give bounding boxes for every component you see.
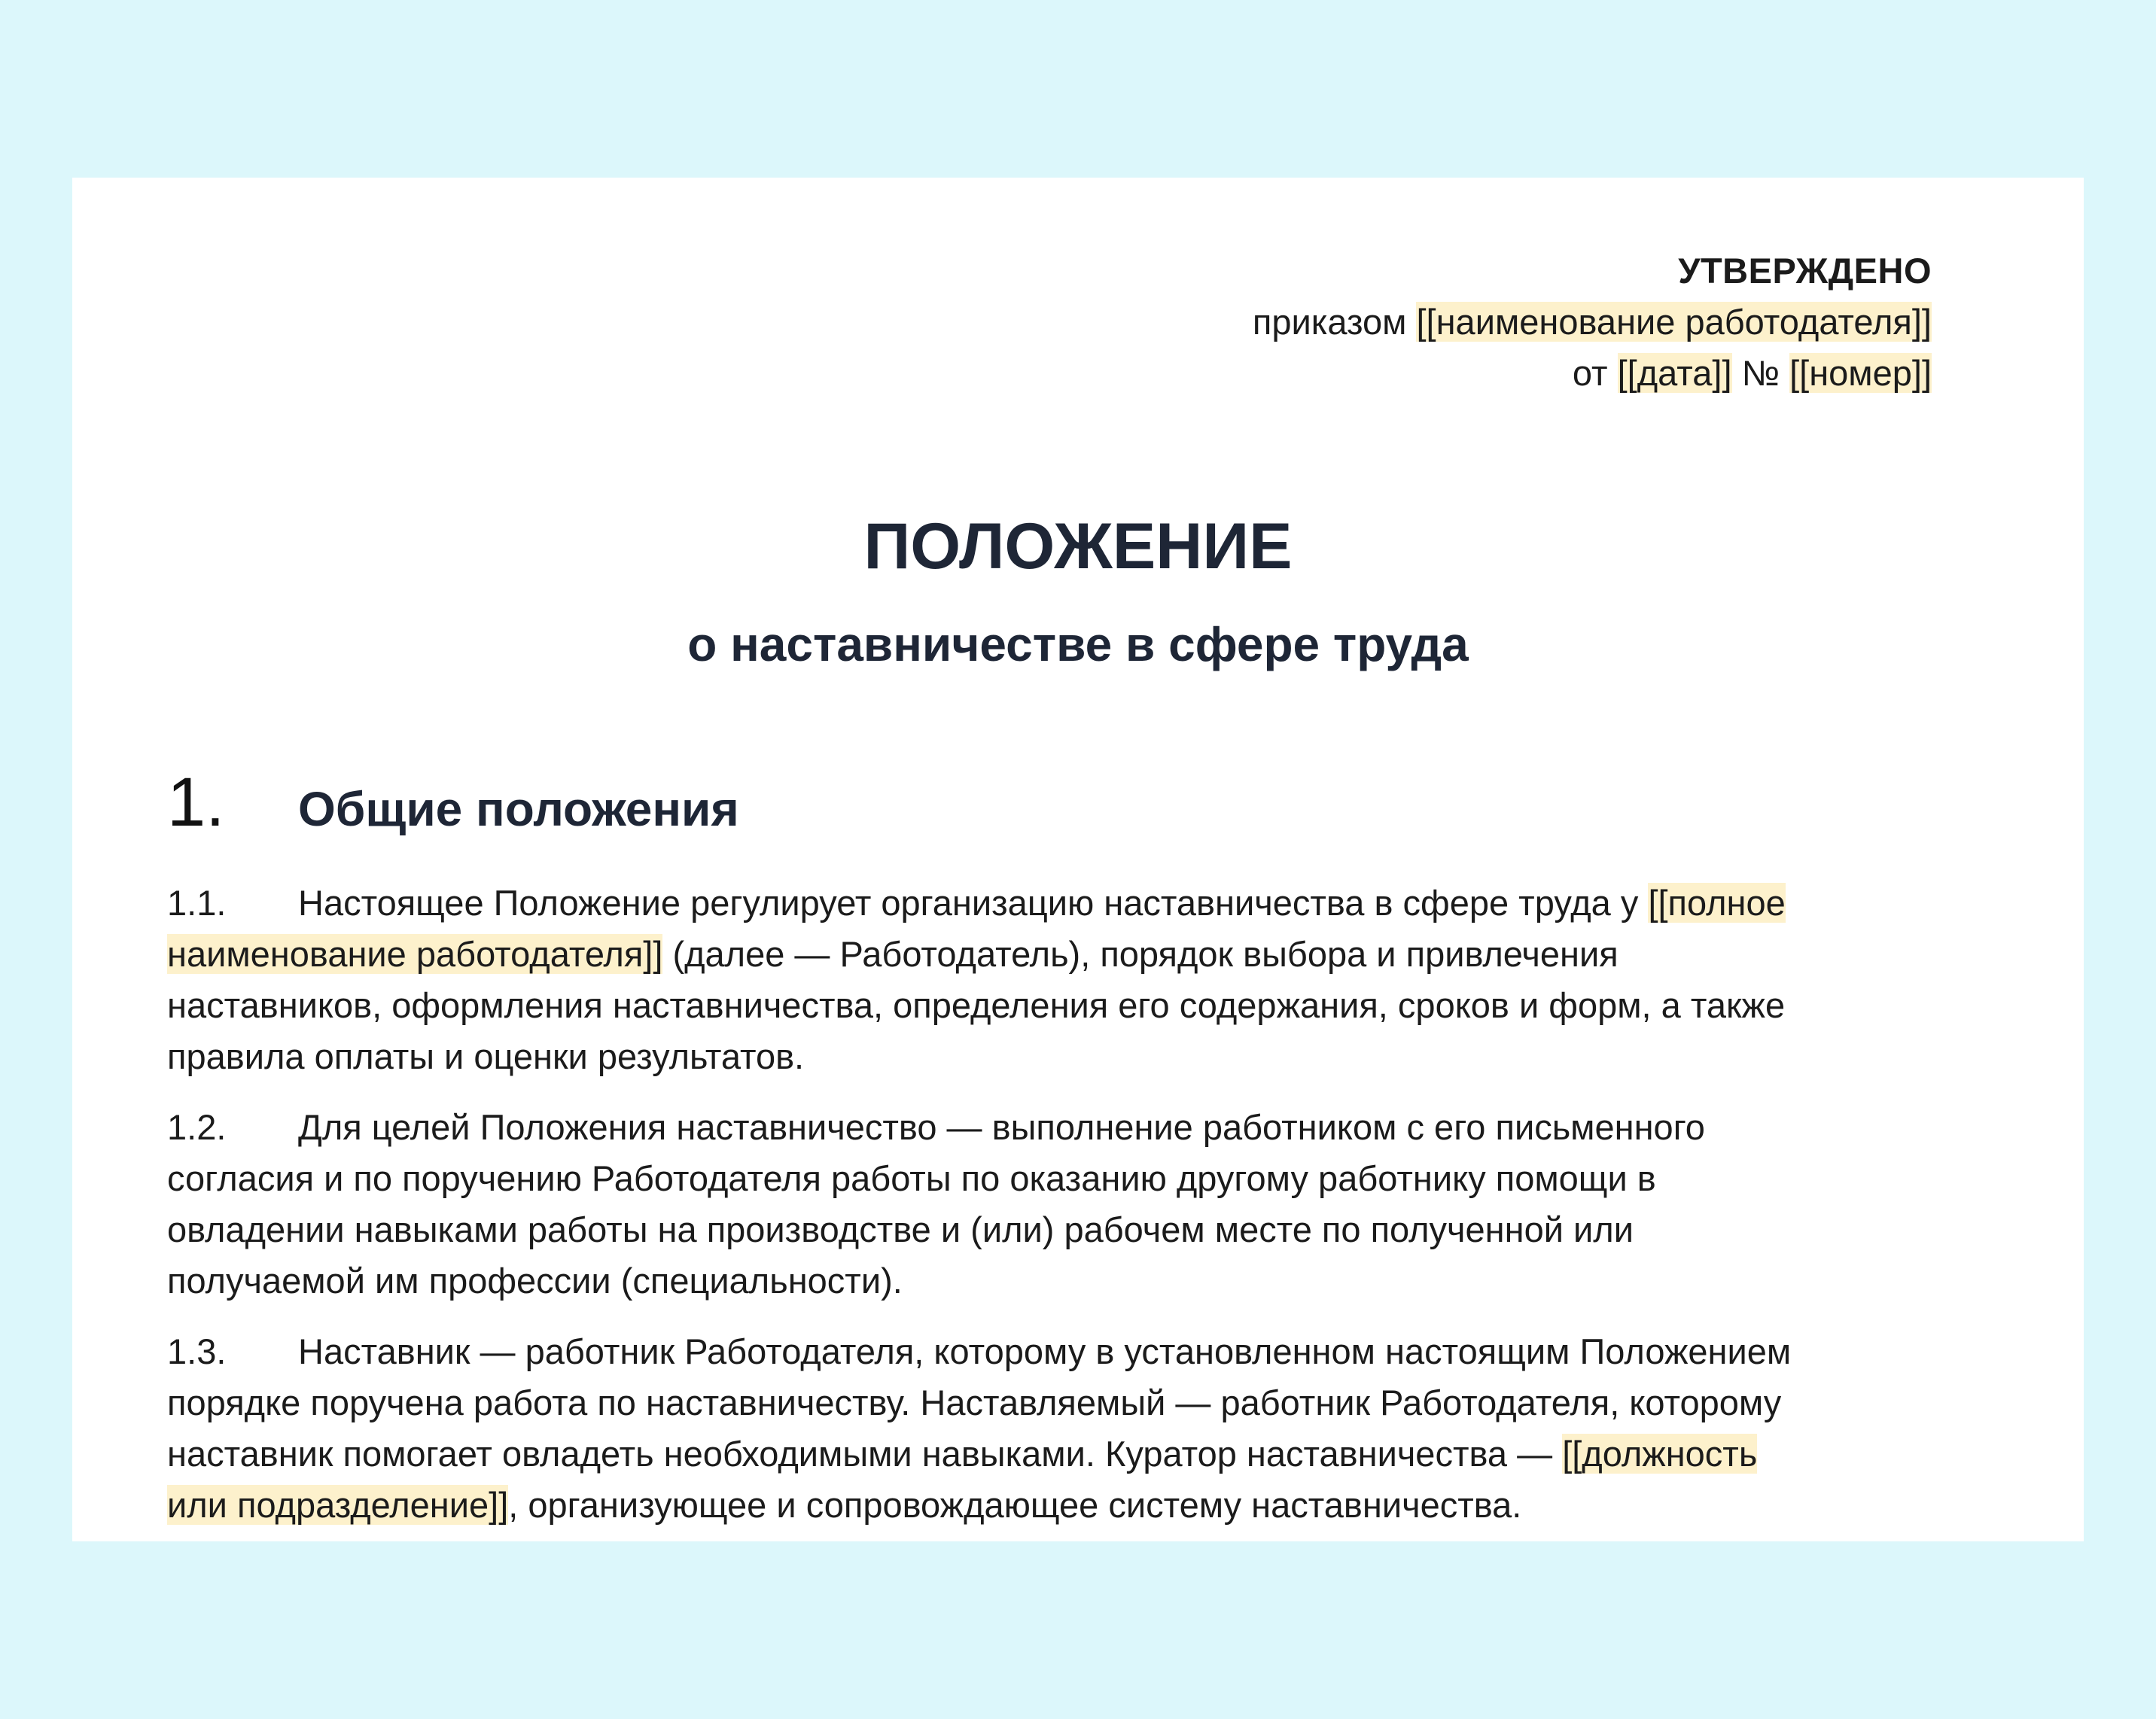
document-subtitle: о наставничестве в сфере труда xyxy=(687,617,1469,671)
paragraph-1-1 xyxy=(167,878,2004,1082)
paragraph-text: Настоящее Положение регулирует организацию наставничества в сфере труда у xyxy=(298,883,1649,923)
approval-block xyxy=(1253,245,1932,399)
paragraph-text: , организующее и сопровождающее систему наставничества. xyxy=(508,1485,1522,1525)
paragraph-text: Для целей Положения наставничество — выполнение работником с его письменного xyxy=(298,1107,1705,1147)
paragraph-1-3 xyxy=(167,1326,2004,1531)
paragraph-line xyxy=(167,1102,2004,1153)
paragraph-line: овладении навыками работы на производстве и (или) рабочем месте по полученной или xyxy=(167,1209,1634,1249)
paragraph-number: 1.2. xyxy=(167,1107,227,1147)
paragraph-line xyxy=(167,878,2004,929)
paragraph-text: Наставник — работник Работодателя, которому в установленном настоящим Положением xyxy=(298,1331,1792,1371)
approval-order-line xyxy=(1253,297,1932,348)
paragraph-line xyxy=(167,1326,2004,1377)
full-employer-name-placeholder[interactable]: наименование работодателя]] xyxy=(167,934,663,974)
paragraph-number: 1.3. xyxy=(167,1331,227,1371)
paragraph-line xyxy=(167,929,2004,980)
number-placeholder[interactable]: [[номер]] xyxy=(1789,353,1932,393)
section-number: 1. xyxy=(167,764,225,841)
paragraph-1-2 xyxy=(167,1102,2004,1307)
paragraph-text: наставник помогает овладеть необходимыми навыками. Куратор наставничества — xyxy=(167,1434,1563,1474)
paragraph-line: получаемой им профессии (специальности). xyxy=(167,1261,903,1301)
section-title: Общие положения xyxy=(298,782,739,836)
date-placeholder[interactable]: [[дата]] xyxy=(1617,353,1732,393)
paragraph-line xyxy=(167,1428,2004,1480)
order-prefix: приказом xyxy=(1252,302,1407,342)
position-or-department-placeholder[interactable]: или подразделение]] xyxy=(167,1485,509,1525)
document-page xyxy=(72,178,2084,1541)
paragraph-line: правила оплаты и оценки результатов. xyxy=(167,1036,805,1076)
from-prefix: от xyxy=(1572,353,1608,393)
paragraph-number: 1.1. xyxy=(167,883,227,923)
paragraph-line: порядке поручена работа по наставничеству. Наставляемый — работник Работодателя, которому xyxy=(167,1383,1782,1422)
full-employer-name-placeholder[interactable]: [[полное xyxy=(1648,883,1786,923)
paragraph-line: наставников, оформления наставничества, определения его содержания, сроков и форм, а также xyxy=(167,985,1786,1025)
paragraph-line xyxy=(167,1480,2004,1531)
position-or-department-placeholder[interactable]: [[должность xyxy=(1562,1434,1758,1474)
section-heading xyxy=(167,763,739,853)
employer-placeholder[interactable]: [[наименование работодателя]] xyxy=(1416,302,1932,342)
number-sign: № xyxy=(1741,353,1780,393)
approval-date-line xyxy=(1253,348,1932,399)
document-title: ПОЛОЖЕНИЕ xyxy=(863,510,1293,583)
paragraph-text: (далее — Работодатель), порядок выбора и привлечения xyxy=(662,934,1619,974)
paragraph-line: согласия и по поручению Работодателя работы по оказанию другому работнику помощи в xyxy=(167,1158,1656,1198)
approval-stamp: УТВЕРЖДЕНО xyxy=(1678,251,1932,291)
